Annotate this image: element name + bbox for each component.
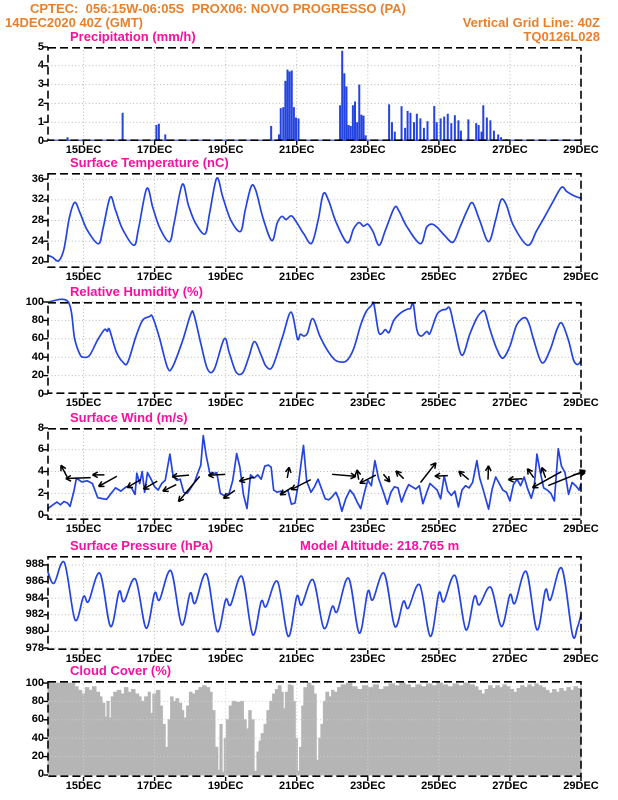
wind-arrow xyxy=(178,476,199,501)
precip-bar xyxy=(416,114,418,141)
precip-bar xyxy=(358,85,360,141)
precip-bar xyxy=(423,128,425,141)
x-tick-label: 19DEC xyxy=(207,271,244,283)
precip-bar xyxy=(282,107,284,141)
y-tick-label: 4 xyxy=(37,59,44,72)
x-tick-label: 25DEC xyxy=(421,523,457,535)
y-tick-label: 988 xyxy=(25,558,44,571)
precip-bar xyxy=(457,120,459,141)
panel-title-pressure: Surface Pressure (hPa) xyxy=(70,538,214,553)
panel-3-plot xyxy=(0,428,618,520)
y-tick-label: 80 xyxy=(31,694,44,707)
x-tick-label: 29DEC xyxy=(563,780,599,792)
series xyxy=(48,562,581,639)
x-tick-label: 27DEC xyxy=(492,780,528,792)
y-tick-label: 4 xyxy=(37,465,44,478)
precip-bar xyxy=(467,119,469,141)
precip-bar xyxy=(354,102,356,141)
precip-bar xyxy=(350,126,352,141)
y-tick-label: 100 xyxy=(25,295,44,308)
y-tick-label: 2 xyxy=(37,486,44,499)
precip-bar xyxy=(489,120,491,141)
y-tick-label: 20 xyxy=(31,750,44,763)
precip-bar xyxy=(164,134,166,141)
y-tick-label: 2 xyxy=(37,96,44,109)
precip-bar xyxy=(407,111,409,141)
panel-2-plot xyxy=(0,302,618,394)
x-tick-label: 17DEC xyxy=(136,271,173,283)
x-tick-label: 23DEC xyxy=(350,397,386,409)
x-tick-label: 29DEC xyxy=(563,523,599,535)
precip-bar xyxy=(426,121,428,141)
panel-title-temperature: Surface Temperature (nC) xyxy=(70,155,229,170)
x-tick-label: 27DEC xyxy=(492,271,528,283)
precip-bar xyxy=(356,122,358,141)
x-tick-label: 19DEC xyxy=(207,397,244,409)
y-tick-label: 0 xyxy=(37,508,44,521)
pressure-line xyxy=(48,562,581,639)
precip-bar xyxy=(280,108,282,141)
x-tick-label: 29DEC xyxy=(563,397,599,409)
humidity-line xyxy=(48,299,581,374)
x-tick-label: 17DEC xyxy=(136,397,173,409)
x-tick-label: 19DEC xyxy=(207,523,244,535)
series xyxy=(48,299,581,374)
precip-bar xyxy=(360,115,362,141)
wind-arrow xyxy=(285,467,291,478)
precip-bar xyxy=(295,118,297,142)
wind-arrow xyxy=(92,472,104,478)
precip-bar xyxy=(284,81,286,141)
x-tick-label: 17DEC xyxy=(136,780,173,792)
precip-bar xyxy=(122,113,124,141)
precip-bar xyxy=(450,123,452,141)
panel-title-cloud-cover: Cloud Cover (%) xyxy=(70,663,172,678)
x-tick-label: 29DEC xyxy=(563,271,599,283)
x-tick-label: 15DEC xyxy=(65,144,102,156)
y-tick-label: 100 xyxy=(25,676,44,689)
precip-bar xyxy=(158,124,160,141)
precip-bar xyxy=(339,105,341,141)
panel-5-plot xyxy=(0,681,618,777)
x-tick-label: 21DEC xyxy=(278,653,315,665)
precip-bar xyxy=(341,51,343,141)
header-vertical-grid-line: Vertical Grid Line: 40Z xyxy=(462,15,600,30)
x-tick-label: 19DEC xyxy=(207,144,244,156)
wind-arrow xyxy=(527,469,533,478)
y-tick-label: 6 xyxy=(37,443,44,456)
y-tick-label: 80 xyxy=(31,313,44,326)
header-station-line: CPTEC: 056:15W-06:05S PROX06: NOVO PROGRESSO (PA) xyxy=(30,1,406,16)
wind-arrow xyxy=(61,465,67,476)
series xyxy=(48,51,581,141)
panel-4-plot xyxy=(0,556,618,650)
y-tick-label: 5 xyxy=(37,40,44,53)
precip-bar xyxy=(289,71,291,141)
x-tick-label: 21DEC xyxy=(278,271,315,283)
y-tick-label: 40 xyxy=(31,350,44,363)
wind-arrow xyxy=(532,472,561,488)
panel-title-humidity: Relative Humidity (%) xyxy=(70,284,203,299)
y-tick-label: 20 xyxy=(31,255,44,268)
y-tick-label: 24 xyxy=(31,234,44,247)
precip-bar xyxy=(482,105,484,141)
plot-frame xyxy=(48,557,581,649)
precip-bar xyxy=(419,118,421,141)
y-tick-label: 60 xyxy=(31,332,44,345)
wind-arrow xyxy=(396,471,404,479)
panel-title-precipitation: Precipitation (mm/h) xyxy=(70,29,196,44)
wind-arrow xyxy=(355,470,361,480)
cloud-cover-area xyxy=(48,683,581,775)
x-tick-label: 25DEC xyxy=(421,653,457,665)
x-tick-label: 15DEC xyxy=(65,523,102,535)
wind-arrow xyxy=(435,473,448,479)
precip-bar xyxy=(155,125,157,141)
y-tick-label: 40 xyxy=(31,731,44,744)
precip-bar xyxy=(388,104,390,141)
precip-bar xyxy=(270,126,272,141)
y-tick-label: 60 xyxy=(31,713,44,726)
precip-bar xyxy=(391,122,393,141)
precip-bar xyxy=(404,128,406,141)
y-tick-label: 20 xyxy=(31,369,44,382)
model-altitude-label: Model Altitude: 218.765 m xyxy=(300,538,460,553)
x-tick-label: 27DEC xyxy=(492,397,528,409)
y-tick-label: 1 xyxy=(37,115,44,128)
gridlines xyxy=(48,302,581,394)
precip-bar xyxy=(436,122,438,141)
precip-bar xyxy=(348,125,350,141)
precip-bar xyxy=(293,107,295,141)
series xyxy=(48,683,581,775)
precip-bar xyxy=(440,118,442,141)
panel-1-plot xyxy=(0,173,618,268)
x-tick-label: 27DEC xyxy=(492,144,528,156)
x-tick-label: 17DEC xyxy=(136,653,173,665)
x-tick-label: 15DEC xyxy=(65,780,102,792)
precip-bar xyxy=(363,116,365,141)
y-tick-label: 984 xyxy=(25,591,44,604)
precip-bar xyxy=(67,137,69,141)
x-tick-label: 17DEC xyxy=(136,523,173,535)
x-tick-label: 25DEC xyxy=(421,144,457,156)
precip-bar xyxy=(486,118,488,142)
panel-title-wind: Surface Wind (m/s) xyxy=(70,410,188,425)
x-tick-label: 27DEC xyxy=(492,523,528,535)
x-tick-label: 17DEC xyxy=(136,144,173,156)
wind-arrow xyxy=(383,474,389,482)
x-tick-label: 29DEC xyxy=(563,653,599,665)
y-tick-label: 3 xyxy=(37,78,44,91)
y-tick-label: 32 xyxy=(31,193,44,206)
x-tick-label: 25DEC xyxy=(421,271,457,283)
series xyxy=(48,436,581,512)
x-tick-label: 25DEC xyxy=(421,397,457,409)
precip-bar xyxy=(500,137,502,141)
plot-frame xyxy=(48,48,581,140)
header-run-id: TQ0126L028 xyxy=(523,29,600,44)
x-tick-label: 15DEC xyxy=(65,271,102,283)
y-tick-label: 980 xyxy=(25,624,44,637)
precip-bar xyxy=(413,122,415,141)
precip-bar xyxy=(286,70,288,141)
precip-bar xyxy=(291,71,293,142)
wind-arrow xyxy=(99,476,117,486)
precip-bar xyxy=(443,117,445,141)
x-tick-label: 21DEC xyxy=(278,144,315,156)
gridlines xyxy=(48,428,581,520)
precip-bar xyxy=(454,115,456,141)
y-tick-label: 36 xyxy=(31,172,44,185)
precip-bar xyxy=(409,113,411,141)
gridlines xyxy=(48,556,581,650)
y-tick-label: 982 xyxy=(25,608,44,621)
y-tick-label: 986 xyxy=(25,575,44,588)
y-tick-label: 8 xyxy=(37,421,44,434)
x-tick-label: 23DEC xyxy=(350,144,386,156)
precip-bar xyxy=(433,106,435,141)
x-tick-label: 23DEC xyxy=(350,271,386,283)
x-tick-label: 21DEC xyxy=(278,397,315,409)
precip-bar xyxy=(478,125,480,141)
gridlines xyxy=(48,47,581,141)
gridlines xyxy=(48,173,581,268)
y-tick-label: 0 xyxy=(37,387,44,400)
x-tick-label: 25DEC xyxy=(421,780,457,792)
x-tick-label: 15DEC xyxy=(65,653,102,665)
precip-bar xyxy=(401,106,403,141)
x-tick-label: 29DEC xyxy=(563,144,599,156)
temperature-line xyxy=(48,178,581,261)
x-tick-label: 23DEC xyxy=(350,653,386,665)
x-tick-label: 19DEC xyxy=(207,653,244,665)
wind-arrow xyxy=(332,473,356,479)
y-tick-label: 0 xyxy=(37,134,44,147)
precip-bar xyxy=(475,123,477,141)
wind-arrow xyxy=(172,473,189,479)
y-tick-label: 978 xyxy=(25,641,44,654)
wind-arrow xyxy=(459,471,469,479)
precip-bar xyxy=(343,73,345,141)
precip-bar xyxy=(447,114,449,141)
wind-speed-line xyxy=(48,436,581,512)
plot-frame xyxy=(48,303,581,393)
x-tick-label: 21DEC xyxy=(278,780,315,792)
wind-arrow xyxy=(421,463,436,483)
wind-arrow xyxy=(163,485,176,492)
panel-0-plot xyxy=(0,47,618,141)
precip-bar xyxy=(352,105,354,141)
precip-bar xyxy=(298,118,300,141)
x-tick-label: 21DEC xyxy=(278,523,315,535)
y-tick-label: 28 xyxy=(31,214,44,226)
header-run-datetime: 14DEC2020 40Z (GMT) xyxy=(5,15,143,30)
x-tick-label: 19DEC xyxy=(207,780,244,792)
plot-frame xyxy=(48,429,581,519)
y-tick-label: 0 xyxy=(37,768,44,781)
series xyxy=(48,178,581,261)
x-tick-label: 23DEC xyxy=(350,780,386,792)
x-tick-label: 27DEC xyxy=(492,653,528,665)
wind-arrow xyxy=(486,466,492,480)
x-tick-label: 23DEC xyxy=(350,523,386,535)
x-tick-label: 15DEC xyxy=(65,397,102,409)
precip-bar xyxy=(345,86,347,141)
